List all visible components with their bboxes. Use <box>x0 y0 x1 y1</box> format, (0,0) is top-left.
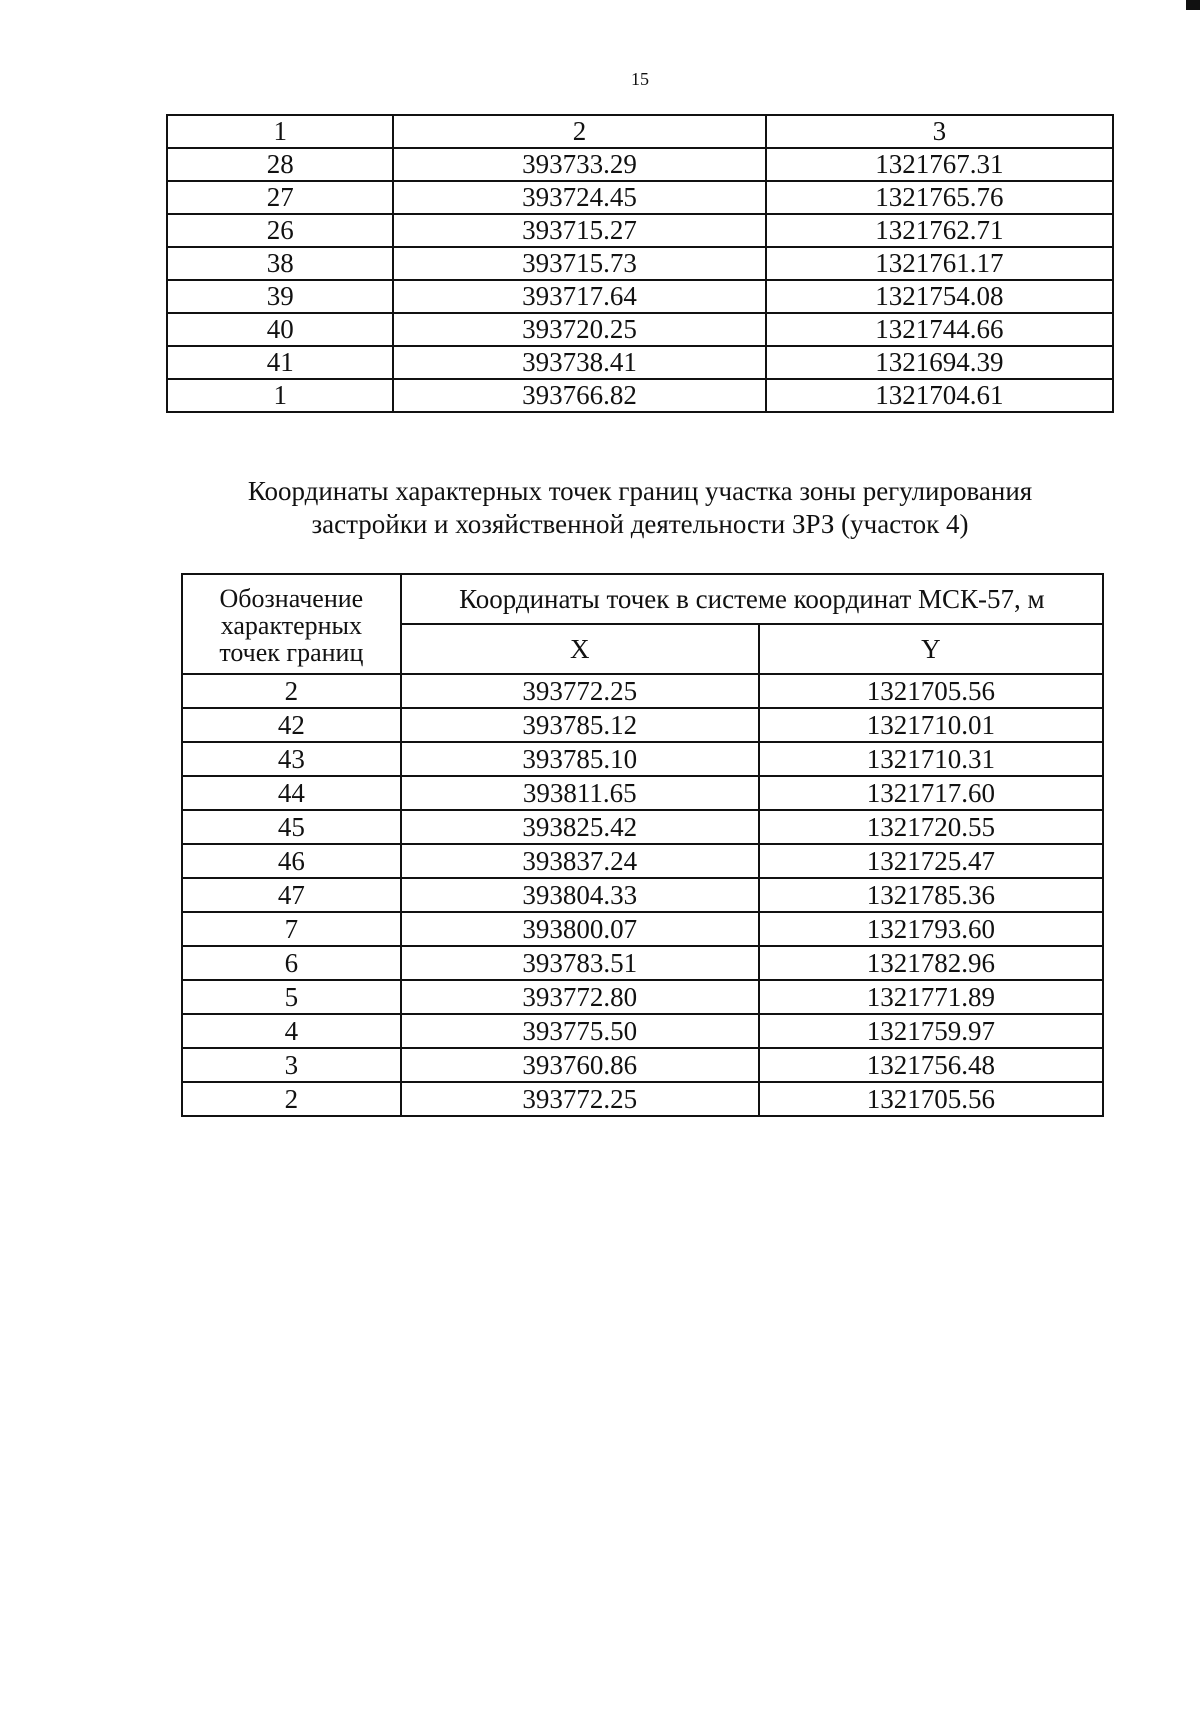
point-number-cell: 39 <box>167 280 393 313</box>
point-number-cell: 38 <box>167 247 393 280</box>
x-coordinate-cell: 393800.07 <box>401 912 759 946</box>
table-row <box>167 280 1113 313</box>
point-number-cell: 44 <box>182 776 401 810</box>
x-coordinate-cell: 393766.82 <box>393 379 765 412</box>
x-coordinate-cell: 393783.51 <box>401 946 759 980</box>
point-number-cell: 40 <box>167 313 393 346</box>
y-coordinate-cell: 1321694.39 <box>766 346 1113 379</box>
table-row <box>182 844 1103 878</box>
point-number-cell: 2 <box>182 674 401 708</box>
x-coordinate-cell: 393804.33 <box>401 878 759 912</box>
x-coordinate-cell: 393724.45 <box>393 181 765 214</box>
y-coordinate-cell: 1321717.60 <box>759 776 1103 810</box>
table-row <box>182 742 1103 776</box>
table-row <box>167 313 1113 346</box>
table-row <box>182 810 1103 844</box>
table-header-row <box>182 574 1103 624</box>
table-row <box>182 912 1103 946</box>
table-row <box>182 708 1103 742</box>
table-row <box>167 181 1113 214</box>
y-coordinate-cell: 1321759.97 <box>759 1014 1103 1048</box>
y-coordinate-cell: 1321710.01 <box>759 708 1103 742</box>
table-row <box>167 379 1113 412</box>
table-row <box>182 1082 1103 1116</box>
column-number-header: 2 <box>393 115 765 148</box>
page-number: 15 <box>631 69 649 89</box>
table-body <box>167 148 1113 412</box>
y-coordinate-cell: 1321767.31 <box>766 148 1113 181</box>
point-number-cell: 4 <box>182 1014 401 1048</box>
table-row <box>167 247 1113 280</box>
scan-corner-mark <box>1186 0 1200 10</box>
table-row <box>182 878 1103 912</box>
x-coordinate-cell: 393715.73 <box>393 247 765 280</box>
point-number-cell: 46 <box>182 844 401 878</box>
table-row <box>182 1048 1103 1082</box>
x-coordinate-cell: 393720.25 <box>393 313 765 346</box>
x-coordinate-cell: 393738.41 <box>393 346 765 379</box>
y-coordinate-cell: 1321785.36 <box>759 878 1103 912</box>
section-title-line: застройки и хозяйственной деятельности ЗРЗ (участок 4) <box>311 509 969 539</box>
column-number-header: 3 <box>766 115 1113 148</box>
coordinates-table-zrz-area-4 <box>181 573 1104 1117</box>
x-coordinate-cell: 393785.12 <box>401 708 759 742</box>
x-coordinate-cell: 393772.25 <box>401 674 759 708</box>
point-number-cell: 43 <box>182 742 401 776</box>
x-coordinate-cell: 393825.42 <box>401 810 759 844</box>
table-row <box>182 946 1103 980</box>
y-coordinate-cell: 1321754.08 <box>766 280 1113 313</box>
table-row <box>182 980 1103 1014</box>
table-row <box>167 148 1113 181</box>
point-number-cell: 45 <box>182 810 401 844</box>
y-axis-header: Y <box>759 624 1103 674</box>
section-title-line: Координаты характерных точек границ участка зоны регулирования <box>247 476 1033 506</box>
table-row <box>182 776 1103 810</box>
coordinates-table-continuation <box>166 114 1114 413</box>
x-coordinate-cell: 393772.25 <box>401 1082 759 1116</box>
section-title <box>120 475 1160 541</box>
point-designation-header <box>182 574 401 674</box>
column-number-header: 1 <box>167 115 393 148</box>
x-coordinate-cell: 393785.10 <box>401 742 759 776</box>
y-coordinate-cell: 1321720.55 <box>759 810 1103 844</box>
table-row <box>182 1014 1103 1048</box>
point-number-cell: 47 <box>182 878 401 912</box>
header-line: точек границ <box>219 637 364 667</box>
y-coordinate-cell: 1321705.56 <box>759 1082 1103 1116</box>
x-coordinate-cell: 393811.65 <box>401 776 759 810</box>
y-coordinate-cell: 1321771.89 <box>759 980 1103 1014</box>
point-number-cell: 26 <box>167 214 393 247</box>
x-coordinate-cell: 393717.64 <box>393 280 765 313</box>
header-line: характерных <box>220 610 363 640</box>
x-coordinate-cell: 393733.29 <box>393 148 765 181</box>
table-row <box>167 214 1113 247</box>
y-coordinate-cell: 1321761.17 <box>766 247 1113 280</box>
point-number-cell: 2 <box>182 1082 401 1116</box>
x-coordinate-cell: 393772.80 <box>401 980 759 1014</box>
y-coordinate-cell: 1321744.66 <box>766 313 1113 346</box>
y-coordinate-cell: 1321762.71 <box>766 214 1113 247</box>
point-number-cell: 42 <box>182 708 401 742</box>
point-number-cell: 5 <box>182 980 401 1014</box>
y-coordinate-cell: 1321793.60 <box>759 912 1103 946</box>
point-number-cell: 28 <box>167 148 393 181</box>
y-coordinate-cell: 1321782.96 <box>759 946 1103 980</box>
point-number-cell: 41 <box>167 346 393 379</box>
x-coordinate-cell: 393837.24 <box>401 844 759 878</box>
x-axis-header: X <box>401 624 759 674</box>
y-coordinate-cell: 1321725.47 <box>759 844 1103 878</box>
y-coordinate-cell: 1321765.76 <box>766 181 1113 214</box>
point-number-cell: 27 <box>167 181 393 214</box>
coordinate-system-header: Координаты точек в системе координат МСК-57, м <box>401 574 1103 624</box>
y-coordinate-cell: 1321756.48 <box>759 1048 1103 1082</box>
x-coordinate-cell: 393775.50 <box>401 1014 759 1048</box>
table-header-row <box>167 115 1113 148</box>
x-coordinate-cell: 393715.27 <box>393 214 765 247</box>
table-row <box>167 346 1113 379</box>
point-number-cell: 1 <box>167 379 393 412</box>
point-number-cell: 6 <box>182 946 401 980</box>
y-coordinate-cell: 1321710.31 <box>759 742 1103 776</box>
y-coordinate-cell: 1321705.56 <box>759 674 1103 708</box>
y-coordinate-cell: 1321704.61 <box>766 379 1113 412</box>
point-number-cell: 7 <box>182 912 401 946</box>
header-line: Обозначение <box>219 583 364 613</box>
x-coordinate-cell: 393760.86 <box>401 1048 759 1082</box>
table-body <box>182 674 1103 1116</box>
point-number-cell: 3 <box>182 1048 401 1082</box>
table-row <box>182 674 1103 708</box>
